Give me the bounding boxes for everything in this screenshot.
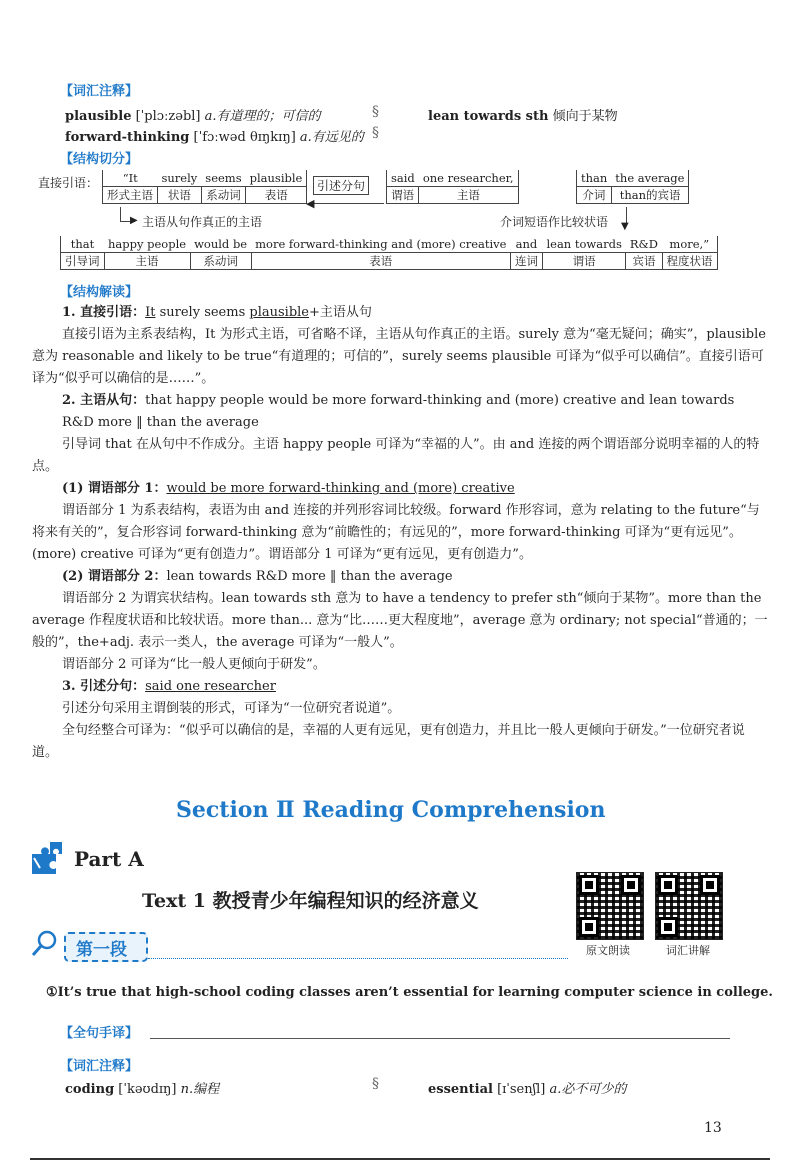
explain-paragraph: 谓语部分 1 为系表结构，表语为由 and 连接的并列形容词比较级。forward 作形容词，意为 relating to the future“与将来有关的”，复合形容词 forward-thinking 意为“前瞻性的；有远见的”，more forward-thinking 可译为“更有远见”。(more) creative 可译为“更有创造力”。谓语部分 1 可译为“更有远见，更有创造力”。 <box>32 503 760 562</box>
spiral-binding-icon: § <box>372 104 379 120</box>
segment-role: 表语 <box>246 187 307 204</box>
vocab-item-plausible <box>65 105 321 124</box>
vocab-item-forward-thinking <box>65 126 364 145</box>
segment-role: 系动词 <box>190 253 251 270</box>
segment-table-quote <box>386 170 519 204</box>
explain-paragraph: 谓语部分 2 可译为“比一般人更倾向于研发”。 <box>62 657 326 672</box>
arrow-left-icon: ◀ <box>306 197 315 210</box>
segment-table-than <box>576 170 689 204</box>
magnifier-icon <box>30 928 60 962</box>
vocab-definition: n.编程 <box>180 1082 220 1097</box>
explanation-tag: 【结构解读】 <box>60 285 139 300</box>
vocab-word: forward-thinking <box>65 130 190 145</box>
explain-heading-5: 3. 引述分句：said one researcher <box>62 679 276 694</box>
text-title: Text 1 教授青少年编程知识的经济意义 <box>142 890 479 912</box>
explanation-body <box>32 302 768 764</box>
structure-tag: 【结构切分】 <box>60 152 139 167</box>
dotted-divider <box>148 958 568 959</box>
explain-heading-2: 2. 主语从句：that happy people would be more forward-thinking and (more) creative and lean towards R&D more ‖ than the average <box>62 393 735 430</box>
spiral-binding-icon: § <box>372 1076 379 1092</box>
segment-word: than <box>577 170 612 187</box>
segment-word: seems <box>201 170 245 187</box>
segment-table-2 <box>60 236 718 270</box>
segment-role: 介词 <box>577 187 612 204</box>
paragraph-label: 第一段 <box>76 940 127 960</box>
segment-role: 程度状语 <box>662 253 717 270</box>
vocab-word: plausible <box>65 109 132 124</box>
vocab-phonetic: [ˈfɔːwəd θɪŋkɪŋ] <box>193 130 296 145</box>
segment-role: 表语 <box>251 253 510 270</box>
explain-heading-4: (2) 谓语部分 2：lean towards R&D more ‖ than the average <box>62 569 453 584</box>
vocab-phonetic: [ˈkəʊdɪŋ] <box>118 1082 177 1097</box>
puzzle-icon <box>30 840 66 876</box>
segment-role: 主语 <box>104 253 190 270</box>
segment-word: surely <box>158 170 202 187</box>
arrow-right-icon: ▶ <box>130 215 138 226</box>
segment-word: more forward-thinking and (more) creative <box>251 236 510 253</box>
vocab-definition: 倾向于某物 <box>552 109 618 124</box>
segment-role: 谓语 <box>542 253 625 270</box>
explain-paragraph: 谓语部分 2 为谓宾状结构。lean towards sth 意为 to have a tendency to prefer sth“倾向于某物”。more than the average 作程度状语和比较状语。more than... 意为“比……更大程度地”，average 意为 ordinary; not special“普通的；一般的”，the+adj. 表示一类人，the average 可译为“一般人”。 <box>32 591 768 650</box>
vocab-definition: a.有道理的；可信的 <box>204 109 321 124</box>
segment-word: happy people <box>104 236 190 253</box>
vocab-word: coding <box>65 1082 115 1097</box>
explain-paragraph: 全句经整合可译为：“似乎可以确信的是，幸福的人更有远见，更有创造力，并且比一般人更倾向于研发。”一位研究者说道。 <box>32 723 745 760</box>
quote-clause-arrow-label: 引述分句 <box>313 176 369 195</box>
page-number: 13 <box>704 1120 722 1136</box>
segment-role: 系动词 <box>201 187 245 204</box>
segment-word: plausible <box>246 170 307 187</box>
vocab-item-coding <box>65 1078 219 1097</box>
connector-line <box>120 207 121 221</box>
vocab-definition: a.有远见的 <box>299 130 364 145</box>
vocab-word: essential <box>428 1082 493 1097</box>
segment-word: more,” <box>662 236 717 253</box>
vocab-phonetic: [ɪˈsenʃl] <box>497 1082 546 1097</box>
section-title: Section Ⅱ Reading Comprehension <box>176 797 606 823</box>
arrow-down-icon: ▼ <box>621 221 629 232</box>
segment-word: one researcher, <box>419 170 518 187</box>
qr-code-reading[interactable] <box>576 872 644 940</box>
segment-role: 形式主语 <box>103 187 158 204</box>
segment-word: and <box>510 236 542 253</box>
translation-tag: 【全句手译】 <box>60 1026 139 1041</box>
spiral-binding-icon: § <box>372 125 379 141</box>
vocab-item-essential <box>428 1078 626 1097</box>
bottom-rule <box>30 1158 770 1160</box>
segment-word: would be <box>190 236 251 253</box>
segment-word: the average <box>611 170 689 187</box>
segment-role: 宾语 <box>626 253 662 270</box>
passage-sentence: ①It’s true that high-school coding classes aren’t essential for learning computer science in college. <box>46 985 773 1000</box>
segment-role: than的宾语 <box>611 187 689 204</box>
segment-table-1 <box>102 170 307 204</box>
vocab-word: lean towards sth <box>428 109 549 124</box>
vocab-phonetic: [ˈplɔːzəbl] <box>135 109 201 124</box>
explain-heading-3: (1) 谓语部分 1：would be more forward-thinking and (more) creative <box>62 481 515 496</box>
subject-clause-note: 主语从句作真正的主语 <box>142 215 263 229</box>
explain-heading-1: 1. 直接引语：It surely seems plausible+主语从句 <box>62 305 372 320</box>
vocab-annotation-tag: 【词汇注释】 <box>60 84 139 99</box>
vocab-annotation-tag: 【词汇注释】 <box>60 1059 139 1074</box>
segment-word: said <box>387 170 419 187</box>
segment-role: 主语 <box>419 187 518 204</box>
segment-role: 状语 <box>158 187 202 204</box>
vocab-item-lean-towards <box>428 105 618 124</box>
segment-word: “It <box>103 170 158 187</box>
explain-paragraph: 引述分句采用主谓倒装的形式，可译为“一位研究者说道”。 <box>62 701 401 716</box>
translation-answer-line[interactable] <box>150 1038 730 1039</box>
part-title: Part A <box>74 847 144 871</box>
segment-role: 谓语 <box>387 187 419 204</box>
qr-caption-reading: 原文朗读 <box>586 944 630 957</box>
qr-caption-vocab: 词汇讲解 <box>666 944 710 957</box>
segment-role: 连词 <box>510 253 542 270</box>
arrow-line <box>312 203 384 204</box>
explain-paragraph: 引导词 that 在从句中不作成分。主语 happy people 可译为“幸福的人”。由 and 连接的两个谓语部分说明幸福的人的特点。 <box>32 437 760 474</box>
vocab-definition: a.必不可少的 <box>549 1082 627 1097</box>
segment-word: R&D <box>626 236 662 253</box>
segment-word: lean towards <box>542 236 625 253</box>
comparison-note: 介词短语作比较状语 <box>500 215 609 229</box>
explain-paragraph: 直接引语为主系表结构，It 为形式主语，可省略不译，主语从句作真正的主语。surely 意为“毫无疑问；确实”，plausible 意为 reasonable and likely to be true“有道理的；可信的”，surely seems plausible 可译为“似乎可以确信”。直接引语可译为“似乎可以确信的是……”。 <box>32 327 766 386</box>
direct-speech-label: 直接引语： <box>38 176 99 190</box>
segment-word: that <box>61 236 105 253</box>
segment-role: 引导词 <box>61 253 105 270</box>
qr-code-vocab[interactable] <box>655 872 723 940</box>
